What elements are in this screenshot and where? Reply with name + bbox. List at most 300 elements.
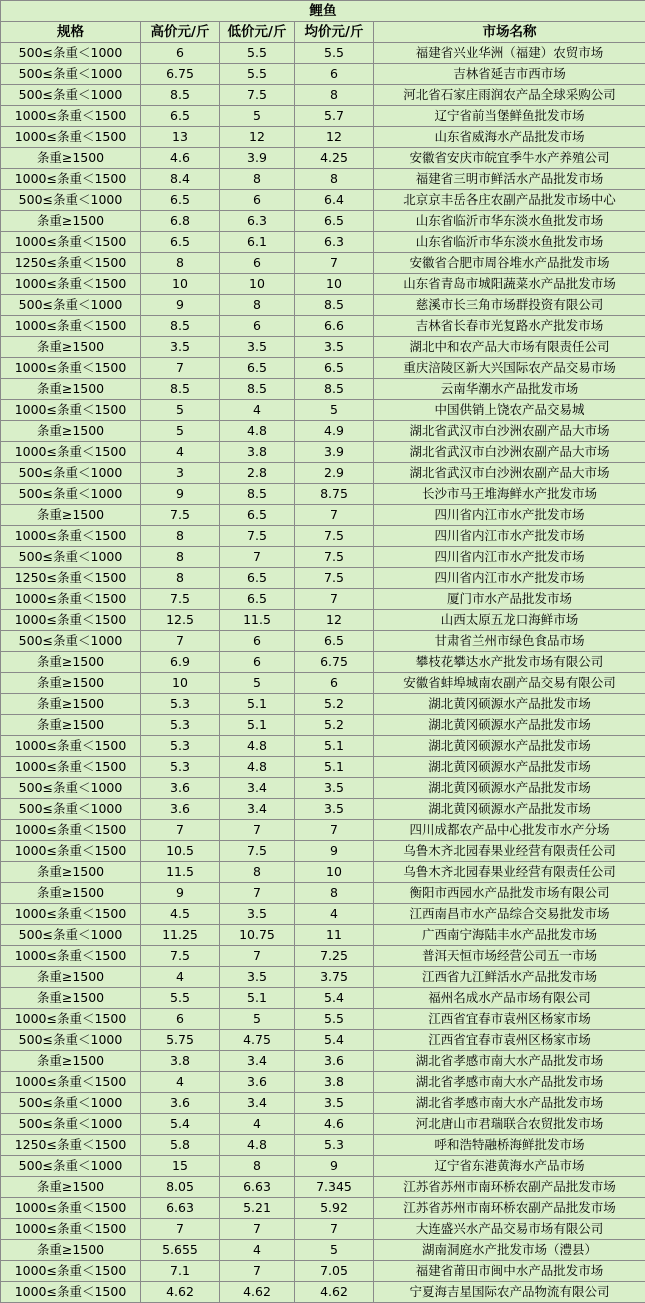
market-name-cell: 衡阳市西园水产品批发市场有限公司 — [374, 883, 645, 904]
spec-cell: 条重≥1500 — [1, 988, 141, 1009]
spec-cell: 500≤条重＜1000 — [1, 799, 141, 820]
spec-cell: 1000≤条重＜1500 — [1, 1072, 141, 1093]
table-row — [1, 673, 645, 694]
table-row — [1, 820, 645, 841]
table-row — [1, 1198, 645, 1219]
market-name-cell: 长沙市马王堆海鲜水产批发市场 — [374, 484, 645, 505]
high-price-cell: 5.5 — [141, 988, 220, 1009]
avg-price-cell: 9 — [295, 841, 374, 862]
high-price-cell: 3.6 — [141, 1093, 220, 1114]
low-price-cell: 5 — [220, 673, 295, 694]
table-row — [1, 1261, 645, 1282]
table-row — [1, 505, 645, 526]
market-name-cell: 湖北黄冈硕源水产品批发市场 — [374, 757, 645, 778]
high-price-cell: 8.5 — [141, 379, 220, 400]
avg-price-cell: 5.5 — [295, 1009, 374, 1030]
high-price-cell: 5.3 — [141, 736, 220, 757]
table-row — [1, 442, 645, 463]
market-name-cell: 安徽省蚌埠城南农副产品交易有限公司 — [374, 673, 645, 694]
avg-price-cell: 7.5 — [295, 526, 374, 547]
spec-cell: 1000≤条重＜1500 — [1, 1219, 141, 1240]
table-title: 鲤鱼 — [1, 1, 645, 22]
avg-price-cell: 5 — [295, 1240, 374, 1261]
market-name-cell: 湖北省武汉市白沙洲农副产品大市场 — [374, 442, 645, 463]
market-name-cell: 安徽省合肥市周谷堆水产品批发市场 — [374, 253, 645, 274]
table-row — [1, 1093, 645, 1114]
spec-cell: 500≤条重＜1000 — [1, 64, 141, 85]
avg-price-cell: 8 — [295, 883, 374, 904]
low-price-cell: 6.5 — [220, 505, 295, 526]
low-price-cell: 6 — [220, 316, 295, 337]
table-row — [1, 400, 645, 421]
market-name-cell: 乌鲁木齐北园春果业经营有限责任公司 — [374, 841, 645, 862]
market-name-cell: 吉林省长春市光复路水产批发市场 — [374, 316, 645, 337]
avg-price-cell: 6.5 — [295, 358, 374, 379]
market-name-cell: 慈溪市长三角市场群投资有限公司 — [374, 295, 645, 316]
market-name-cell: 山东省临沂市华东淡水鱼批发市场 — [374, 232, 645, 253]
low-price-cell: 10 — [220, 274, 295, 295]
high-price-cell: 3.8 — [141, 1051, 220, 1072]
col-header-market: 市场名称 — [374, 22, 645, 43]
table-row — [1, 841, 645, 862]
high-price-cell: 8.05 — [141, 1177, 220, 1198]
high-price-cell: 6.8 — [141, 211, 220, 232]
low-price-cell: 6.5 — [220, 568, 295, 589]
avg-price-cell: 6.75 — [295, 652, 374, 673]
market-name-cell: 呼和浩特融桥海鲜批发市场 — [374, 1135, 645, 1156]
avg-price-cell: 7 — [295, 505, 374, 526]
low-price-cell: 5.1 — [220, 988, 295, 1009]
high-price-cell: 3.6 — [141, 778, 220, 799]
table-row — [1, 169, 645, 190]
table-row — [1, 1156, 645, 1177]
spec-cell: 条重≥1500 — [1, 505, 141, 526]
table-row — [1, 652, 645, 673]
avg-price-cell: 5.7 — [295, 106, 374, 127]
spec-cell: 500≤条重＜1000 — [1, 484, 141, 505]
market-name-cell: 湖北省孝感市南大水产品批发市场 — [374, 1072, 645, 1093]
avg-price-cell: 7.25 — [295, 946, 374, 967]
low-price-cell: 2.8 — [220, 463, 295, 484]
high-price-cell: 6.5 — [141, 106, 220, 127]
avg-price-cell: 5.5 — [295, 43, 374, 64]
spec-cell: 1000≤条重＜1500 — [1, 1261, 141, 1282]
market-name-cell: 吉林省延吉市西市场 — [374, 64, 645, 85]
market-name-cell: 中国供销上饶农产品交易城 — [374, 400, 645, 421]
table-row — [1, 295, 645, 316]
market-name-cell: 山东省临沂市华东淡水鱼批发市场 — [374, 211, 645, 232]
spec-cell: 1000≤条重＜1500 — [1, 316, 141, 337]
spec-cell: 1000≤条重＜1500 — [1, 526, 141, 547]
avg-price-cell: 4.6 — [295, 1114, 374, 1135]
avg-price-cell: 6 — [295, 64, 374, 85]
low-price-cell: 5.1 — [220, 694, 295, 715]
high-price-cell: 6.5 — [141, 232, 220, 253]
low-price-cell: 4.8 — [220, 1135, 295, 1156]
spec-cell: 1000≤条重＜1500 — [1, 1198, 141, 1219]
high-price-cell: 5.3 — [141, 694, 220, 715]
low-price-cell: 5.5 — [220, 43, 295, 64]
high-price-cell: 7.1 — [141, 1261, 220, 1282]
market-name-cell: 湖南洞庭水产批发市场（澧县） — [374, 1240, 645, 1261]
table-row — [1, 694, 645, 715]
avg-price-cell: 5.92 — [295, 1198, 374, 1219]
low-price-cell: 10.75 — [220, 925, 295, 946]
spec-cell: 1000≤条重＜1500 — [1, 274, 141, 295]
high-price-cell: 9 — [141, 484, 220, 505]
spec-cell: 1000≤条重＜1500 — [1, 400, 141, 421]
avg-price-cell: 3.8 — [295, 1072, 374, 1093]
table-row — [1, 1219, 645, 1240]
market-name-cell: 四川省内江市水产批发市场 — [374, 547, 645, 568]
avg-price-cell: 3.75 — [295, 967, 374, 988]
spec-cell: 1000≤条重＜1500 — [1, 1282, 141, 1303]
spec-cell: 条重≥1500 — [1, 379, 141, 400]
table-title-row — [1, 1, 645, 22]
high-price-cell: 7.5 — [141, 505, 220, 526]
spec-cell: 500≤条重＜1000 — [1, 1156, 141, 1177]
low-price-cell: 3.9 — [220, 148, 295, 169]
avg-price-cell: 7.5 — [295, 568, 374, 589]
avg-price-cell: 5 — [295, 400, 374, 421]
market-name-cell: 辽宁省前当堡鲜鱼批发市场 — [374, 106, 645, 127]
market-name-cell: 湖北省孝感市南大水产品批发市场 — [374, 1093, 645, 1114]
table-row — [1, 1009, 645, 1030]
low-price-cell: 6.5 — [220, 589, 295, 610]
market-name-cell: 山西太原五龙口海鲜市场 — [374, 610, 645, 631]
col-header-avg-price: 均价元/斤 — [295, 22, 374, 43]
high-price-cell: 8 — [141, 253, 220, 274]
table-row — [1, 274, 645, 295]
spec-cell: 条重≥1500 — [1, 652, 141, 673]
spec-cell: 条重≥1500 — [1, 421, 141, 442]
low-price-cell: 5.21 — [220, 1198, 295, 1219]
high-price-cell: 5.3 — [141, 757, 220, 778]
avg-price-cell: 7 — [295, 253, 374, 274]
market-name-cell: 四川省内江市水产批发市场 — [374, 568, 645, 589]
market-name-cell: 福州名成水产品市场有限公司 — [374, 988, 645, 1009]
table-row — [1, 862, 645, 883]
high-price-cell: 3 — [141, 463, 220, 484]
spec-cell: 1000≤条重＜1500 — [1, 127, 141, 148]
market-name-cell: 普洱天恒市场经营公司五一市场 — [374, 946, 645, 967]
low-price-cell: 5 — [220, 1009, 295, 1030]
high-price-cell: 5 — [141, 400, 220, 421]
avg-price-cell: 5.1 — [295, 736, 374, 757]
spec-cell: 1000≤条重＜1500 — [1, 232, 141, 253]
spec-cell: 条重≥1500 — [1, 694, 141, 715]
low-price-cell: 6.1 — [220, 232, 295, 253]
spec-cell: 条重≥1500 — [1, 337, 141, 358]
table-row — [1, 106, 645, 127]
spec-cell: 1000≤条重＜1500 — [1, 946, 141, 967]
spec-cell: 1000≤条重＜1500 — [1, 904, 141, 925]
low-price-cell: 4.62 — [220, 1282, 295, 1303]
low-price-cell: 5.1 — [220, 715, 295, 736]
spec-cell: 1000≤条重＜1500 — [1, 106, 141, 127]
market-name-cell: 江苏省苏州市南环桥农副产品批发市场 — [374, 1177, 645, 1198]
high-price-cell: 8 — [141, 547, 220, 568]
avg-price-cell: 5.3 — [295, 1135, 374, 1156]
table-row — [1, 379, 645, 400]
low-price-cell: 4 — [220, 1240, 295, 1261]
high-price-cell: 4.62 — [141, 1282, 220, 1303]
spec-cell: 500≤条重＜1000 — [1, 1114, 141, 1135]
spec-cell: 500≤条重＜1000 — [1, 1093, 141, 1114]
spec-cell: 500≤条重＜1000 — [1, 631, 141, 652]
avg-price-cell: 3.5 — [295, 778, 374, 799]
table-row — [1, 547, 645, 568]
low-price-cell: 3.4 — [220, 1051, 295, 1072]
avg-price-cell: 6.6 — [295, 316, 374, 337]
market-name-cell: 湖北省孝感市南大水产品批发市场 — [374, 1051, 645, 1072]
high-price-cell: 7 — [141, 358, 220, 379]
table-row — [1, 925, 645, 946]
low-price-cell: 6.63 — [220, 1177, 295, 1198]
table-row — [1, 1135, 645, 1156]
low-price-cell: 8 — [220, 295, 295, 316]
market-name-cell: 江西省宜春市袁州区杨家市场 — [374, 1009, 645, 1030]
spec-cell: 条重≥1500 — [1, 883, 141, 904]
market-name-cell: 乌鲁木齐北园春果业经营有限责任公司 — [374, 862, 645, 883]
table-row — [1, 421, 645, 442]
high-price-cell: 6.63 — [141, 1198, 220, 1219]
high-price-cell: 7 — [141, 631, 220, 652]
spec-cell: 500≤条重＜1000 — [1, 1030, 141, 1051]
market-name-cell: 福建省兴业华洲（福建）农贸市场 — [374, 43, 645, 64]
spec-cell: 500≤条重＜1000 — [1, 463, 141, 484]
low-price-cell: 3.5 — [220, 337, 295, 358]
low-price-cell: 7 — [220, 820, 295, 841]
avg-price-cell: 10 — [295, 274, 374, 295]
high-price-cell: 5.8 — [141, 1135, 220, 1156]
high-price-cell: 8.4 — [141, 169, 220, 190]
high-price-cell: 5.655 — [141, 1240, 220, 1261]
market-name-cell: 山东省青岛市城阳蔬菜水产品批发市场 — [374, 274, 645, 295]
market-name-cell: 湖北黄冈硕源水产品批发市场 — [374, 736, 645, 757]
table-row — [1, 43, 645, 64]
avg-price-cell: 8.5 — [295, 295, 374, 316]
high-price-cell: 5 — [141, 421, 220, 442]
market-name-cell: 福建省莆田市闽中水产品批发市场 — [374, 1261, 645, 1282]
avg-price-cell: 6.3 — [295, 232, 374, 253]
high-price-cell: 6 — [141, 1009, 220, 1030]
table-row — [1, 127, 645, 148]
low-price-cell: 8.5 — [220, 484, 295, 505]
high-price-cell: 7 — [141, 820, 220, 841]
table-row — [1, 799, 645, 820]
high-price-cell: 4 — [141, 1072, 220, 1093]
spec-cell: 1250≤条重＜1500 — [1, 253, 141, 274]
high-price-cell: 9 — [141, 883, 220, 904]
table-row — [1, 589, 645, 610]
table-row — [1, 64, 645, 85]
spec-cell: 500≤条重＜1000 — [1, 925, 141, 946]
spec-cell: 1000≤条重＜1500 — [1, 169, 141, 190]
spec-cell: 条重≥1500 — [1, 862, 141, 883]
spec-cell: 1250≤条重＜1500 — [1, 568, 141, 589]
high-price-cell: 4 — [141, 442, 220, 463]
high-price-cell: 6.5 — [141, 190, 220, 211]
col-header-spec: 规格 — [1, 22, 141, 43]
avg-price-cell: 5.2 — [295, 694, 374, 715]
avg-price-cell: 3.5 — [295, 337, 374, 358]
spec-cell: 条重≥1500 — [1, 211, 141, 232]
avg-price-cell: 6.5 — [295, 211, 374, 232]
high-price-cell: 11.5 — [141, 862, 220, 883]
table-row — [1, 526, 645, 547]
avg-price-cell: 8 — [295, 85, 374, 106]
high-price-cell: 6.75 — [141, 64, 220, 85]
market-name-cell: 山东省威海水产品批发市场 — [374, 127, 645, 148]
low-price-cell: 11.5 — [220, 610, 295, 631]
market-name-cell: 重庆涪陵区新大兴国际农产品交易市场 — [374, 358, 645, 379]
market-name-cell: 湖北黄冈硕源水产品批发市场 — [374, 799, 645, 820]
high-price-cell: 5.75 — [141, 1030, 220, 1051]
table-row — [1, 946, 645, 967]
low-price-cell: 6.5 — [220, 358, 295, 379]
low-price-cell: 8.5 — [220, 379, 295, 400]
col-header-low-price: 低价元/斤 — [220, 22, 295, 43]
table-row — [1, 631, 645, 652]
market-name-cell: 河北省石家庄雨润农产品全球采购公司 — [374, 85, 645, 106]
spec-cell: 500≤条重＜1000 — [1, 778, 141, 799]
avg-price-cell: 10 — [295, 862, 374, 883]
market-name-cell: 湖北黄冈硕源水产品批发市场 — [374, 778, 645, 799]
high-price-cell: 10.5 — [141, 841, 220, 862]
market-name-cell: 宁夏海吉星国际农产品物流有限公司 — [374, 1282, 645, 1303]
high-price-cell: 13 — [141, 127, 220, 148]
spec-cell: 1000≤条重＜1500 — [1, 1009, 141, 1030]
market-name-cell: 攀枝花攀达水产批发市场有限公司 — [374, 652, 645, 673]
spec-cell: 1250≤条重＜1500 — [1, 1135, 141, 1156]
avg-price-cell: 8 — [295, 169, 374, 190]
avg-price-cell: 3.9 — [295, 442, 374, 463]
table-row — [1, 988, 645, 1009]
avg-price-cell: 3.5 — [295, 799, 374, 820]
table-row — [1, 967, 645, 988]
market-name-cell: 厦门市水产品批发市场 — [374, 589, 645, 610]
spec-cell: 1000≤条重＜1500 — [1, 589, 141, 610]
high-price-cell: 4.5 — [141, 904, 220, 925]
avg-price-cell: 5.2 — [295, 715, 374, 736]
spec-cell: 1000≤条重＜1500 — [1, 757, 141, 778]
low-price-cell: 6 — [220, 190, 295, 211]
spec-cell: 条重≥1500 — [1, 148, 141, 169]
table-row — [1, 568, 645, 589]
table-row — [1, 1051, 645, 1072]
low-price-cell: 7.5 — [220, 85, 295, 106]
market-name-cell: 江西南昌市水产品综合交易批发市场 — [374, 904, 645, 925]
high-price-cell: 10 — [141, 673, 220, 694]
market-name-cell: 河北唐山市君瑞联合农贸批发市场 — [374, 1114, 645, 1135]
market-name-cell: 大连盛兴水产品交易市场有限公司 — [374, 1219, 645, 1240]
low-price-cell: 3.5 — [220, 967, 295, 988]
low-price-cell: 6 — [220, 631, 295, 652]
spec-cell: 1000≤条重＜1500 — [1, 610, 141, 631]
market-name-cell: 安徽省安庆市皖宜季牛水产养殖公司 — [374, 148, 645, 169]
avg-price-cell: 6 — [295, 673, 374, 694]
spec-cell: 条重≥1500 — [1, 1051, 141, 1072]
table-row — [1, 484, 645, 505]
table-row — [1, 736, 645, 757]
low-price-cell: 3.4 — [220, 799, 295, 820]
low-price-cell: 4.8 — [220, 421, 295, 442]
spec-cell: 1000≤条重＜1500 — [1, 841, 141, 862]
avg-price-cell: 4.25 — [295, 148, 374, 169]
market-name-cell: 福建省三明市鲜活水产品批发市场 — [374, 169, 645, 190]
spec-cell: 1000≤条重＜1500 — [1, 820, 141, 841]
table-row — [1, 1072, 645, 1093]
spec-cell: 条重≥1500 — [1, 673, 141, 694]
low-price-cell: 3.6 — [220, 1072, 295, 1093]
avg-price-cell: 6.4 — [295, 190, 374, 211]
market-name-cell: 湖北中和农产品大市场有限责任公司 — [374, 337, 645, 358]
low-price-cell: 4.75 — [220, 1030, 295, 1051]
low-price-cell: 8 — [220, 169, 295, 190]
spec-cell: 1000≤条重＜1500 — [1, 358, 141, 379]
low-price-cell: 7 — [220, 1261, 295, 1282]
market-name-cell: 四川省内江市水产批发市场 — [374, 526, 645, 547]
high-price-cell: 8.5 — [141, 85, 220, 106]
low-price-cell: 4 — [220, 400, 295, 421]
table-row — [1, 463, 645, 484]
market-name-cell: 江苏省苏州市南环桥农副产品批发市场 — [374, 1198, 645, 1219]
table-row — [1, 757, 645, 778]
low-price-cell: 3.5 — [220, 904, 295, 925]
table-row — [1, 883, 645, 904]
market-name-cell: 广西南宁海陆丰水产品批发市场 — [374, 925, 645, 946]
market-name-cell: 云南华潮水产品批发市场 — [374, 379, 645, 400]
low-price-cell: 3.4 — [220, 1093, 295, 1114]
table-row — [1, 232, 645, 253]
market-name-cell: 北京京丰岳各庄农副产品批发市场中心 — [374, 190, 645, 211]
avg-price-cell: 7.05 — [295, 1261, 374, 1282]
table-row — [1, 1240, 645, 1261]
market-name-cell: 湖北省武汉市白沙洲农副产品大市场 — [374, 421, 645, 442]
spec-cell: 500≤条重＜1000 — [1, 547, 141, 568]
spec-cell: 条重≥1500 — [1, 1240, 141, 1261]
low-price-cell: 4.8 — [220, 736, 295, 757]
low-price-cell: 6 — [220, 652, 295, 673]
high-price-cell: 4 — [141, 967, 220, 988]
low-price-cell: 7 — [220, 946, 295, 967]
market-name-cell: 湖北省武汉市白沙洲农副产品大市场 — [374, 463, 645, 484]
high-price-cell: 5.3 — [141, 715, 220, 736]
spec-cell: 500≤条重＜1000 — [1, 85, 141, 106]
high-price-cell: 3.5 — [141, 337, 220, 358]
market-name-cell: 四川成都农产品中心批发市水产分场 — [374, 820, 645, 841]
spec-cell: 1000≤条重＜1500 — [1, 736, 141, 757]
low-price-cell: 5 — [220, 106, 295, 127]
table-row — [1, 1114, 645, 1135]
avg-price-cell: 4 — [295, 904, 374, 925]
avg-price-cell: 11 — [295, 925, 374, 946]
low-price-cell: 7 — [220, 1219, 295, 1240]
avg-price-cell: 5.4 — [295, 1030, 374, 1051]
avg-price-cell: 8.5 — [295, 379, 374, 400]
high-price-cell: 9 — [141, 295, 220, 316]
high-price-cell: 10 — [141, 274, 220, 295]
header-row — [1, 22, 645, 43]
table-row — [1, 904, 645, 925]
avg-price-cell: 7 — [295, 589, 374, 610]
low-price-cell: 4 — [220, 1114, 295, 1135]
avg-price-cell: 5.1 — [295, 757, 374, 778]
spec-cell: 500≤条重＜1000 — [1, 190, 141, 211]
low-price-cell: 12 — [220, 127, 295, 148]
market-name-cell: 江西省宜春市袁州区杨家市场 — [374, 1030, 645, 1051]
